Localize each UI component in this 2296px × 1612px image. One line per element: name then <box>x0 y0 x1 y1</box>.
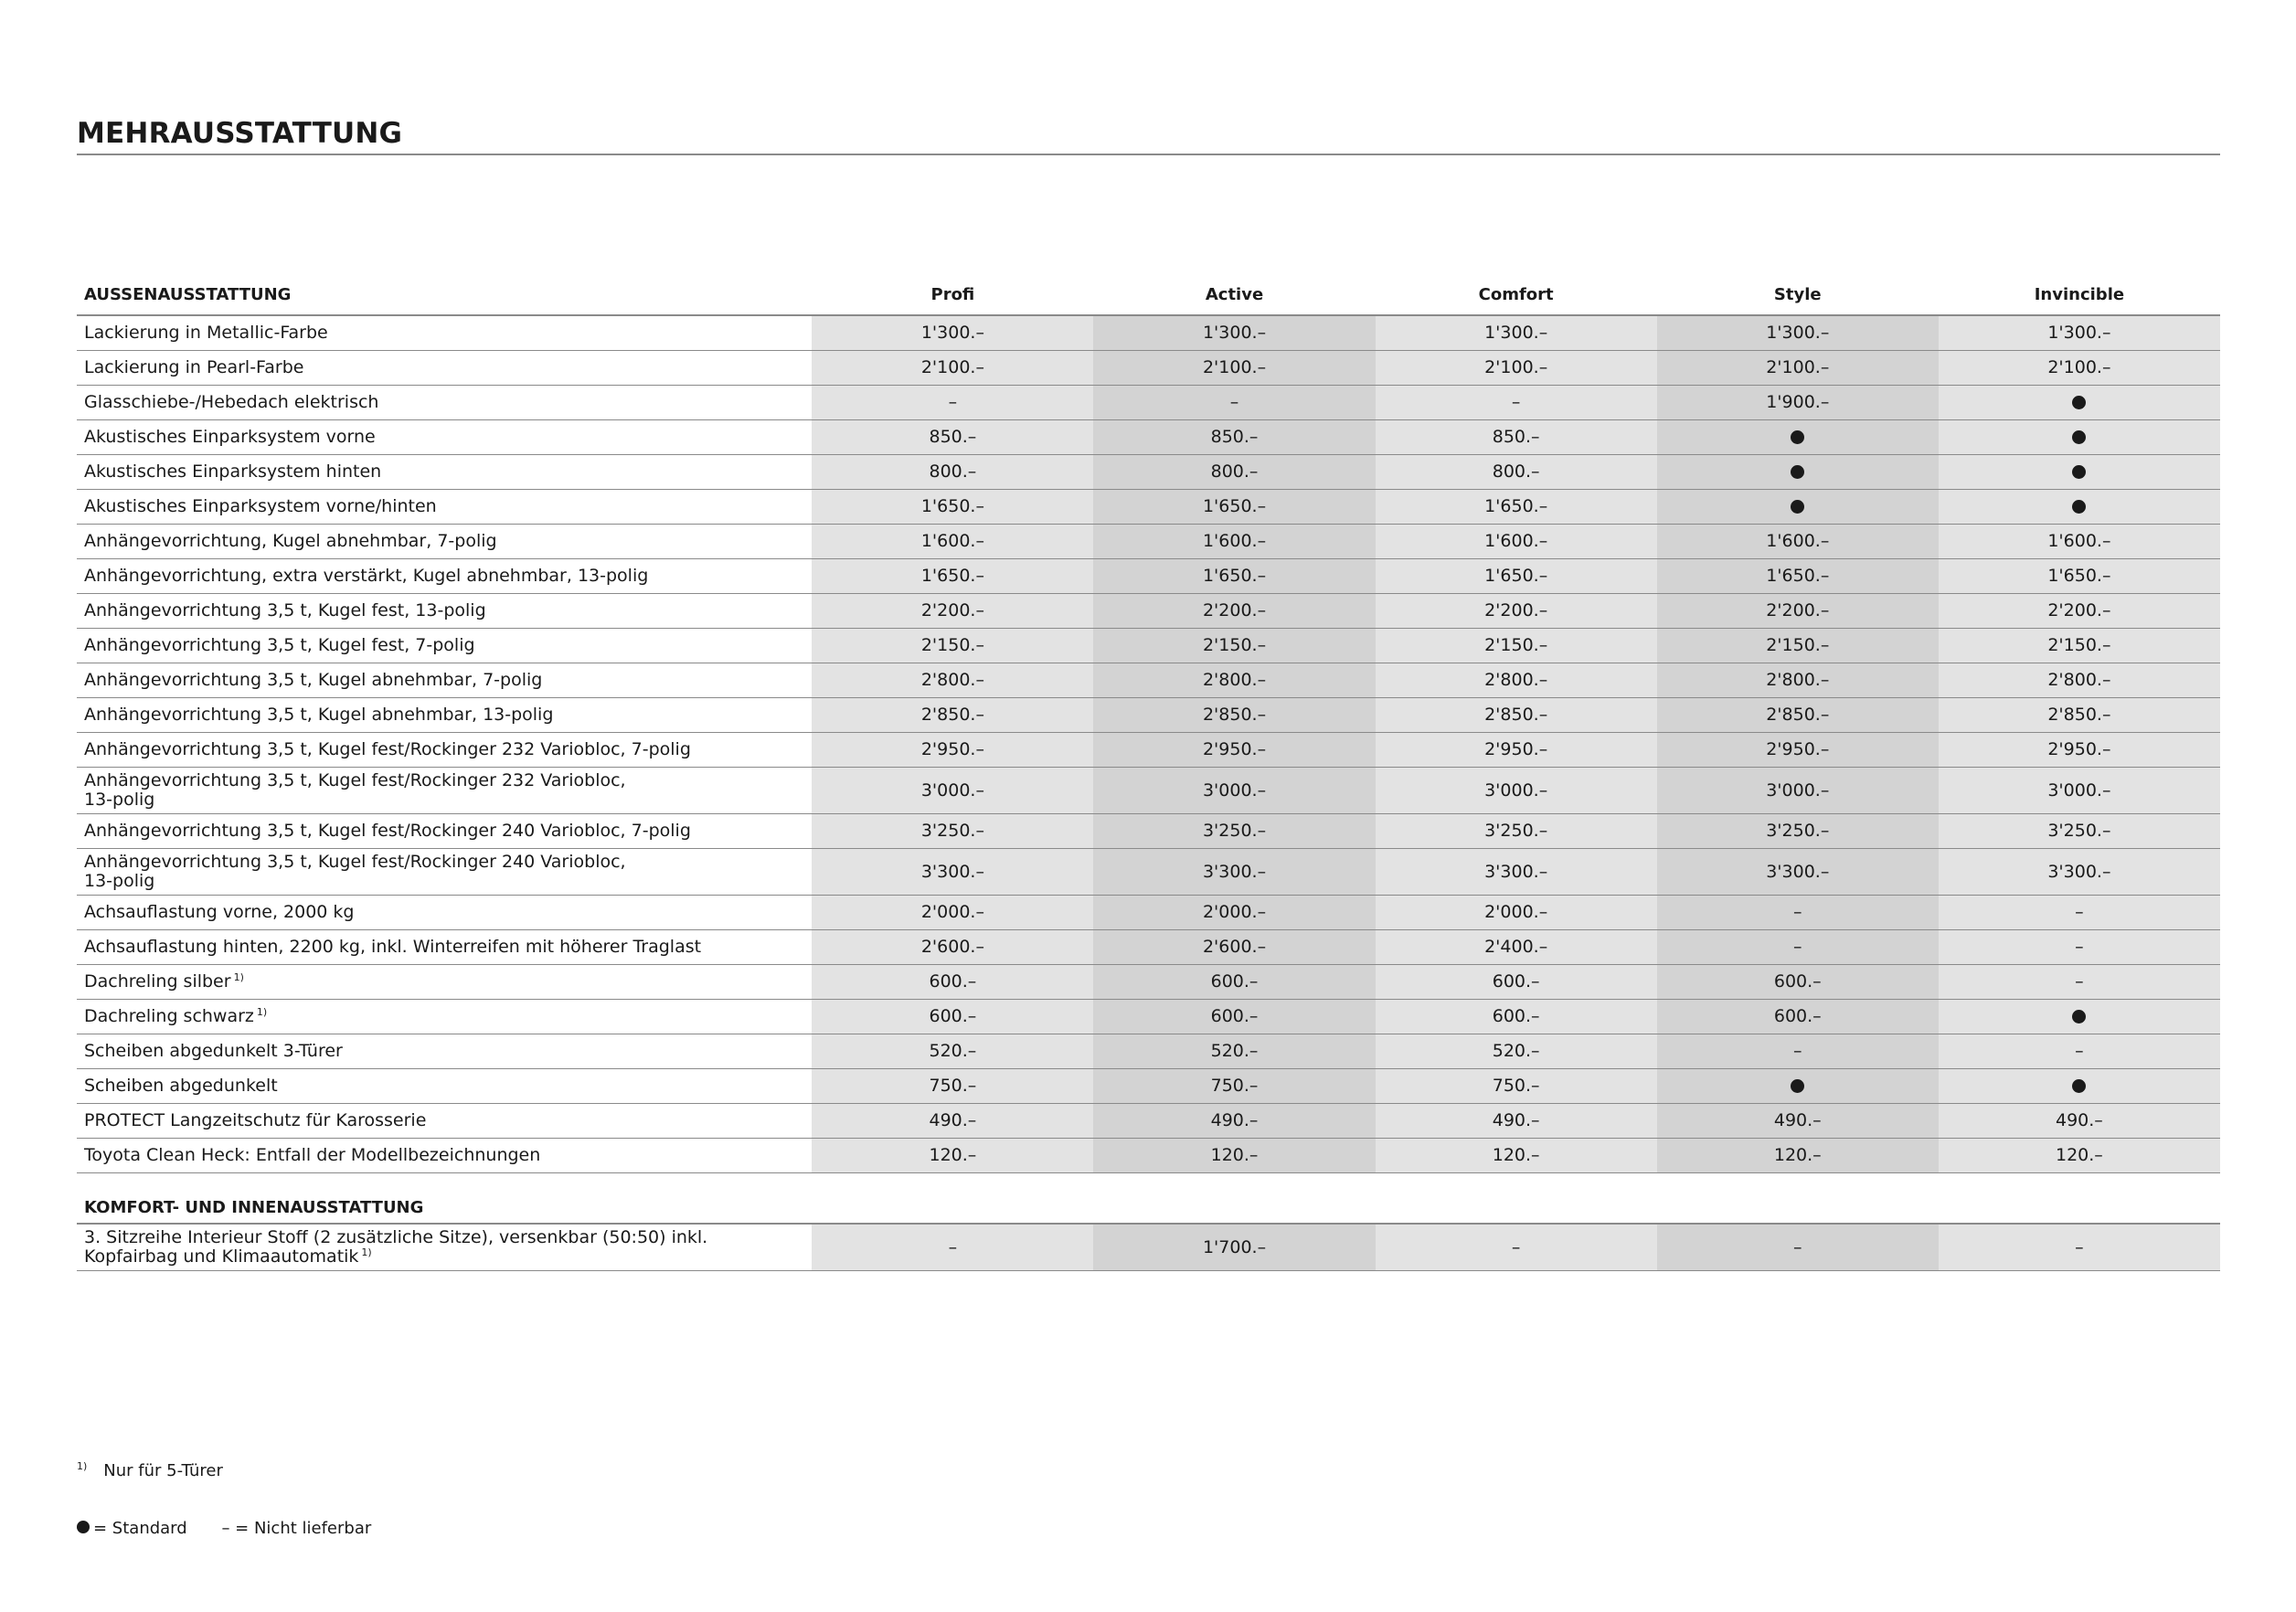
price-cell-style: 1'650.– <box>1657 559 1939 594</box>
price-cell-invincible: 1'300.– <box>1939 315 2220 351</box>
price-cell-invincible <box>1939 490 2220 525</box>
price-cell-profi: 2'600.– <box>812 930 1093 965</box>
price-cell-style: 2'800.– <box>1657 663 1939 698</box>
exterior-section-body <box>77 315 2220 1173</box>
standard-dot-icon <box>1791 430 1804 444</box>
price-cell-comfort: 2'400.– <box>1376 930 1657 965</box>
row-label <box>77 490 812 525</box>
price-cell-profi: 1'650.– <box>812 490 1093 525</box>
row-label-text: Anhängevorrichtung 3,5 t, Kugel abnehmbar, 13-polig <box>84 705 554 725</box>
row-label <box>77 698 812 733</box>
row-label <box>77 1104 812 1139</box>
row-label-text: 13-polig <box>84 871 155 891</box>
table-row <box>77 455 2220 490</box>
row-label-text: Anhängevorrichtung 3,5 t, Kugel fest, 13-polig <box>84 600 486 620</box>
table-row <box>77 698 2220 733</box>
price-cell-profi: 2'950.– <box>812 733 1093 768</box>
row-label-text: Akustisches Einparksystem hinten <box>84 461 382 482</box>
price-cell-invincible: 3'250.– <box>1939 814 2220 849</box>
price-cell-profi: 120.– <box>812 1139 1093 1173</box>
price-cell-comfort: – <box>1376 1224 1657 1271</box>
price-cell-profi: 2'200.– <box>812 594 1093 629</box>
legend-not-available-text: – = Nicht lieferbar <box>221 1519 372 1538</box>
price-cell-active: 1'300.– <box>1093 315 1375 351</box>
row-label <box>77 420 812 455</box>
row-label-text: Anhängevorrichtung 3,5 t, Kugel fest/Rockinger 232 Variobloc, <box>84 770 626 790</box>
table-row <box>77 1139 2220 1173</box>
table-row <box>77 1069 2220 1104</box>
row-label <box>77 455 812 490</box>
price-cell-active: 750.– <box>1093 1069 1375 1104</box>
price-cell-invincible: – <box>1939 930 2220 965</box>
price-cell-profi: 2'800.– <box>812 663 1093 698</box>
column-header-comfort: Comfort <box>1376 274 1657 315</box>
row-label <box>77 930 812 965</box>
footnote-reference: 1) <box>361 1246 372 1258</box>
price-cell-style: 120.– <box>1657 1139 1939 1173</box>
price-cell-active: 3'250.– <box>1093 814 1375 849</box>
price-cell-style: 600.– <box>1657 965 1939 1000</box>
price-cell-invincible: 2'200.– <box>1939 594 2220 629</box>
price-cell-comfort: 2'850.– <box>1376 698 1657 733</box>
standard-dot-icon <box>2072 1079 2086 1093</box>
price-cell-comfort: 1'650.– <box>1376 559 1657 594</box>
price-cell-comfort: 1'300.– <box>1376 315 1657 351</box>
table-row <box>77 768 2220 814</box>
price-cell-style: 2'200.– <box>1657 594 1939 629</box>
table-row <box>77 1034 2220 1069</box>
price-cell-style: 1'600.– <box>1657 525 1939 559</box>
price-cell-profi: – <box>812 386 1093 420</box>
price-cell-profi: 800.– <box>812 455 1093 490</box>
price-cell-invincible: – <box>1939 896 2220 930</box>
price-cell-invincible: – <box>1939 1224 2220 1271</box>
row-label <box>77 896 812 930</box>
row-label <box>77 849 812 896</box>
footnote <box>77 1460 223 1480</box>
price-cell-invincible: – <box>1939 965 2220 1000</box>
price-cell-comfort: 850.– <box>1376 420 1657 455</box>
price-cell-profi: 3'250.– <box>812 814 1093 849</box>
price-cell-profi: 490.– <box>812 1104 1093 1139</box>
price-cell-comfort: 800.– <box>1376 455 1657 490</box>
row-label-text: Achsauflastung hinten, 2200 kg, inkl. Winterreifen mit höherer Traglast <box>84 937 702 957</box>
price-cell-invincible: 490.– <box>1939 1104 2220 1139</box>
row-label <box>77 1139 812 1173</box>
price-cell-invincible: 2'850.– <box>1939 698 2220 733</box>
price-cell-style: – <box>1657 896 1939 930</box>
legend <box>77 1519 400 1538</box>
price-cell-active: 2'150.– <box>1093 629 1375 663</box>
price-cell-profi: 850.– <box>812 420 1093 455</box>
table-row <box>77 1104 2220 1139</box>
price-cell-profi: 2'100.– <box>812 351 1093 386</box>
standard-dot-icon <box>1791 500 1804 514</box>
standard-dot-icon <box>2072 465 2086 479</box>
price-cell-active: 2'100.– <box>1093 351 1375 386</box>
price-cell-invincible: 2'800.– <box>1939 663 2220 698</box>
price-cell-profi: 600.– <box>812 1000 1093 1034</box>
price-cell-comfort: 2'800.– <box>1376 663 1657 698</box>
table-row <box>77 420 2220 455</box>
price-cell-invincible: 3'300.– <box>1939 849 2220 896</box>
standard-dot-icon <box>1791 465 1804 479</box>
row-label-text: Anhängevorrichtung 3,5 t, Kugel fest/Rockinger 232 Variobloc, 7-polig <box>84 739 691 759</box>
price-cell-comfort: 2'950.– <box>1376 733 1657 768</box>
row-label <box>77 1000 812 1034</box>
price-cell-profi: 520.– <box>812 1034 1093 1069</box>
table-row <box>77 1000 2220 1034</box>
table-row <box>77 315 2220 351</box>
price-cell-active: 2'850.– <box>1093 698 1375 733</box>
price-cell-comfort: 1'650.– <box>1376 490 1657 525</box>
price-cell-active: 1'700.– <box>1093 1224 1375 1271</box>
price-cell-active: 1'600.– <box>1093 525 1375 559</box>
row-label <box>77 1034 812 1069</box>
interior-section-body <box>77 1173 2220 1271</box>
standard-dot-icon <box>2072 396 2086 409</box>
price-cell-comfort: 750.– <box>1376 1069 1657 1104</box>
price-cell-comfort: 3'000.– <box>1376 768 1657 814</box>
row-label <box>77 663 812 698</box>
table-row <box>77 663 2220 698</box>
table-row <box>77 965 2220 1000</box>
column-header-active: Active <box>1093 274 1375 315</box>
footnote-reference: 1) <box>256 1005 268 1018</box>
price-cell-profi: 3'300.– <box>812 849 1093 896</box>
price-cell-active: 600.– <box>1093 965 1375 1000</box>
table-row <box>77 1224 2220 1271</box>
price-cell-profi: 750.– <box>812 1069 1093 1104</box>
table-header-row <box>77 274 2220 315</box>
price-cell-profi: 1'650.– <box>812 559 1093 594</box>
table-row <box>77 733 2220 768</box>
price-cell-comfort: 3'300.– <box>1376 849 1657 896</box>
price-cell-profi: 1'300.– <box>812 315 1093 351</box>
standard-dot-icon <box>2072 430 2086 444</box>
table-row <box>77 896 2220 930</box>
row-label-text: Anhängevorrichtung 3,5 t, Kugel fest, 7-polig <box>84 635 475 655</box>
row-label-text: Anhängevorrichtung 3,5 t, Kugel fest/Rockinger 240 Variobloc, <box>84 852 626 872</box>
price-cell-style: 3'250.– <box>1657 814 1939 849</box>
row-label <box>77 594 812 629</box>
price-cell-active: 2'200.– <box>1093 594 1375 629</box>
price-cell-style: 490.– <box>1657 1104 1939 1139</box>
price-cell-active: 2'000.– <box>1093 896 1375 930</box>
row-label-text: Lackierung in Pearl-Farbe <box>84 357 304 377</box>
price-cell-profi: 600.– <box>812 965 1093 1000</box>
row-label <box>77 768 812 814</box>
price-cell-profi: 2'850.– <box>812 698 1093 733</box>
equipment-price-table <box>77 274 2220 1271</box>
price-cell-invincible <box>1939 386 2220 420</box>
price-cell-style: 600.– <box>1657 1000 1939 1034</box>
row-label <box>77 559 812 594</box>
row-label-text: Toyota Clean Heck: Entfall der Modellbezeichnungen <box>84 1145 541 1165</box>
title-divider <box>77 154 2220 155</box>
row-label <box>77 629 812 663</box>
price-cell-comfort: 2'100.– <box>1376 351 1657 386</box>
row-label <box>77 965 812 1000</box>
price-cell-style: 1'300.– <box>1657 315 1939 351</box>
price-cell-style: 2'150.– <box>1657 629 1939 663</box>
price-cell-comfort: – <box>1376 386 1657 420</box>
row-label-text: Scheiben abgedunkelt 3-Türer <box>84 1041 343 1061</box>
price-cell-invincible: – <box>1939 1034 2220 1069</box>
price-cell-style: 2'100.– <box>1657 351 1939 386</box>
legend-standard-text: = Standard <box>93 1519 187 1538</box>
section-heading-exterior: AUSSENAUSSTATTUNG <box>77 274 812 315</box>
price-cell-style: – <box>1657 930 1939 965</box>
legend-standard <box>77 1519 187 1538</box>
price-cell-active: 520.– <box>1093 1034 1375 1069</box>
price-cell-comfort: 520.– <box>1376 1034 1657 1069</box>
table-row <box>77 629 2220 663</box>
price-cell-profi: 2'150.– <box>812 629 1093 663</box>
column-header-style: Style <box>1657 274 1939 315</box>
table-row <box>77 814 2220 849</box>
row-label-text: Achsauflastung vorne, 2000 kg <box>84 902 355 922</box>
row-label-text: 3. Sitzreihe Interieur Stoff (2 zusätzliche Sitze), versenkbar (50:50) inkl. <box>84 1227 708 1247</box>
row-label-text: Akustisches Einparksystem vorne <box>84 427 376 447</box>
table-row <box>77 351 2220 386</box>
price-cell-style <box>1657 1069 1939 1104</box>
price-cell-comfort: 600.– <box>1376 965 1657 1000</box>
footnote-mark: 1) <box>77 1460 88 1472</box>
price-cell-style: 3'300.– <box>1657 849 1939 896</box>
table-row <box>77 594 2220 629</box>
footnote-reference: 1) <box>233 970 244 983</box>
price-cell-comfort: 1'600.– <box>1376 525 1657 559</box>
price-cell-active: 490.– <box>1093 1104 1375 1139</box>
price-cell-profi: 1'600.– <box>812 525 1093 559</box>
standard-dot-icon <box>77 1521 90 1533</box>
row-label <box>77 814 812 849</box>
price-cell-active: 800.– <box>1093 455 1375 490</box>
standard-dot-icon <box>2072 500 2086 514</box>
price-cell-active: 1'650.– <box>1093 490 1375 525</box>
price-cell-style: – <box>1657 1224 1939 1271</box>
legend-not-available <box>221 1519 371 1538</box>
price-cell-comfort: 600.– <box>1376 1000 1657 1034</box>
price-cell-active: 120.– <box>1093 1139 1375 1173</box>
price-cell-comfort: 2'000.– <box>1376 896 1657 930</box>
price-cell-style: 2'850.– <box>1657 698 1939 733</box>
row-label <box>77 351 812 386</box>
price-cell-invincible: 2'950.– <box>1939 733 2220 768</box>
price-cell-active: 3'000.– <box>1093 768 1375 814</box>
page-title: MEHRAUSSTATTUNG <box>77 117 403 150</box>
table-row <box>77 490 2220 525</box>
row-label <box>77 1224 812 1271</box>
price-cell-style: 2'950.– <box>1657 733 1939 768</box>
row-label-text: Scheiben abgedunkelt <box>84 1076 278 1096</box>
table-row <box>77 559 2220 594</box>
price-cell-active: – <box>1093 386 1375 420</box>
price-cell-comfort: 2'150.– <box>1376 629 1657 663</box>
price-cell-comfort: 3'250.– <box>1376 814 1657 849</box>
price-cell-comfort: 490.– <box>1376 1104 1657 1139</box>
section-heading-row <box>77 1173 2220 1225</box>
price-cell-style: – <box>1657 1034 1939 1069</box>
price-cell-active: 2'800.– <box>1093 663 1375 698</box>
row-label-text: Kopfairbag und Klimaautomatik <box>84 1246 359 1267</box>
price-cell-invincible: 1'600.– <box>1939 525 2220 559</box>
price-cell-style <box>1657 455 1939 490</box>
price-cell-active: 3'300.– <box>1093 849 1375 896</box>
row-label <box>77 1069 812 1104</box>
price-cell-active: 2'600.– <box>1093 930 1375 965</box>
table-row <box>77 525 2220 559</box>
price-cell-style: 3'000.– <box>1657 768 1939 814</box>
price-cell-invincible: 2'150.– <box>1939 629 2220 663</box>
price-cell-comfort: 2'200.– <box>1376 594 1657 629</box>
price-cell-style <box>1657 420 1939 455</box>
price-cell-profi: 2'000.– <box>812 896 1093 930</box>
row-label-text: Anhängevorrichtung, extra verstärkt, Kugel abnehmbar, 13-polig <box>84 566 649 586</box>
price-cell-active: 600.– <box>1093 1000 1375 1034</box>
row-label-text: Glasschiebe-/Hebedach elektrisch <box>84 392 379 412</box>
row-label-text: Anhängevorrichtung 3,5 t, Kugel abnehmbar, 7-polig <box>84 670 543 690</box>
price-cell-invincible: 3'000.– <box>1939 768 2220 814</box>
standard-dot-icon <box>1791 1079 1804 1093</box>
row-label-text: Akustisches Einparksystem vorne/hinten <box>84 496 437 516</box>
price-cell-active: 2'950.– <box>1093 733 1375 768</box>
price-cell-active: 850.– <box>1093 420 1375 455</box>
price-cell-invincible <box>1939 1000 2220 1034</box>
price-cell-invincible: 1'650.– <box>1939 559 2220 594</box>
price-cell-invincible <box>1939 455 2220 490</box>
price-cell-invincible: 2'100.– <box>1939 351 2220 386</box>
row-label-text: PROTECT Langzeitschutz für Karosserie <box>84 1110 427 1130</box>
table-row <box>77 930 2220 965</box>
row-label-text: 13-polig <box>84 790 155 810</box>
price-cell-invincible <box>1939 1069 2220 1104</box>
table-row <box>77 386 2220 420</box>
standard-dot-icon <box>2072 1010 2086 1023</box>
section-heading-interior: KOMFORT- UND INNENAUSSTATTUNG <box>77 1173 2220 1225</box>
row-label-text: Dachreling silber <box>84 971 231 992</box>
column-header-profi: Profi <box>812 274 1093 315</box>
price-cell-comfort: 120.– <box>1376 1139 1657 1173</box>
row-label <box>77 386 812 420</box>
table-row <box>77 849 2220 896</box>
footnote-text: Nur für 5-Türer <box>103 1461 223 1480</box>
row-label-text: Anhängevorrichtung 3,5 t, Kugel fest/Rockinger 240 Variobloc, 7-polig <box>84 821 691 841</box>
row-label-text: Dachreling schwarz <box>84 1006 254 1026</box>
price-cell-style <box>1657 490 1939 525</box>
column-header-invincible: Invincible <box>1939 274 2220 315</box>
row-label <box>77 525 812 559</box>
price-cell-invincible <box>1939 420 2220 455</box>
price-cell-active: 1'650.– <box>1093 559 1375 594</box>
price-cell-style: 1'900.– <box>1657 386 1939 420</box>
row-label-text: Anhängevorrichtung, Kugel abnehmbar, 7-polig <box>84 531 497 551</box>
price-cell-profi: 3'000.– <box>812 768 1093 814</box>
row-label-text: Lackierung in Metallic-Farbe <box>84 323 328 343</box>
price-cell-invincible: 120.– <box>1939 1139 2220 1173</box>
row-label <box>77 733 812 768</box>
row-label <box>77 315 812 351</box>
price-cell-profi: – <box>812 1224 1093 1271</box>
